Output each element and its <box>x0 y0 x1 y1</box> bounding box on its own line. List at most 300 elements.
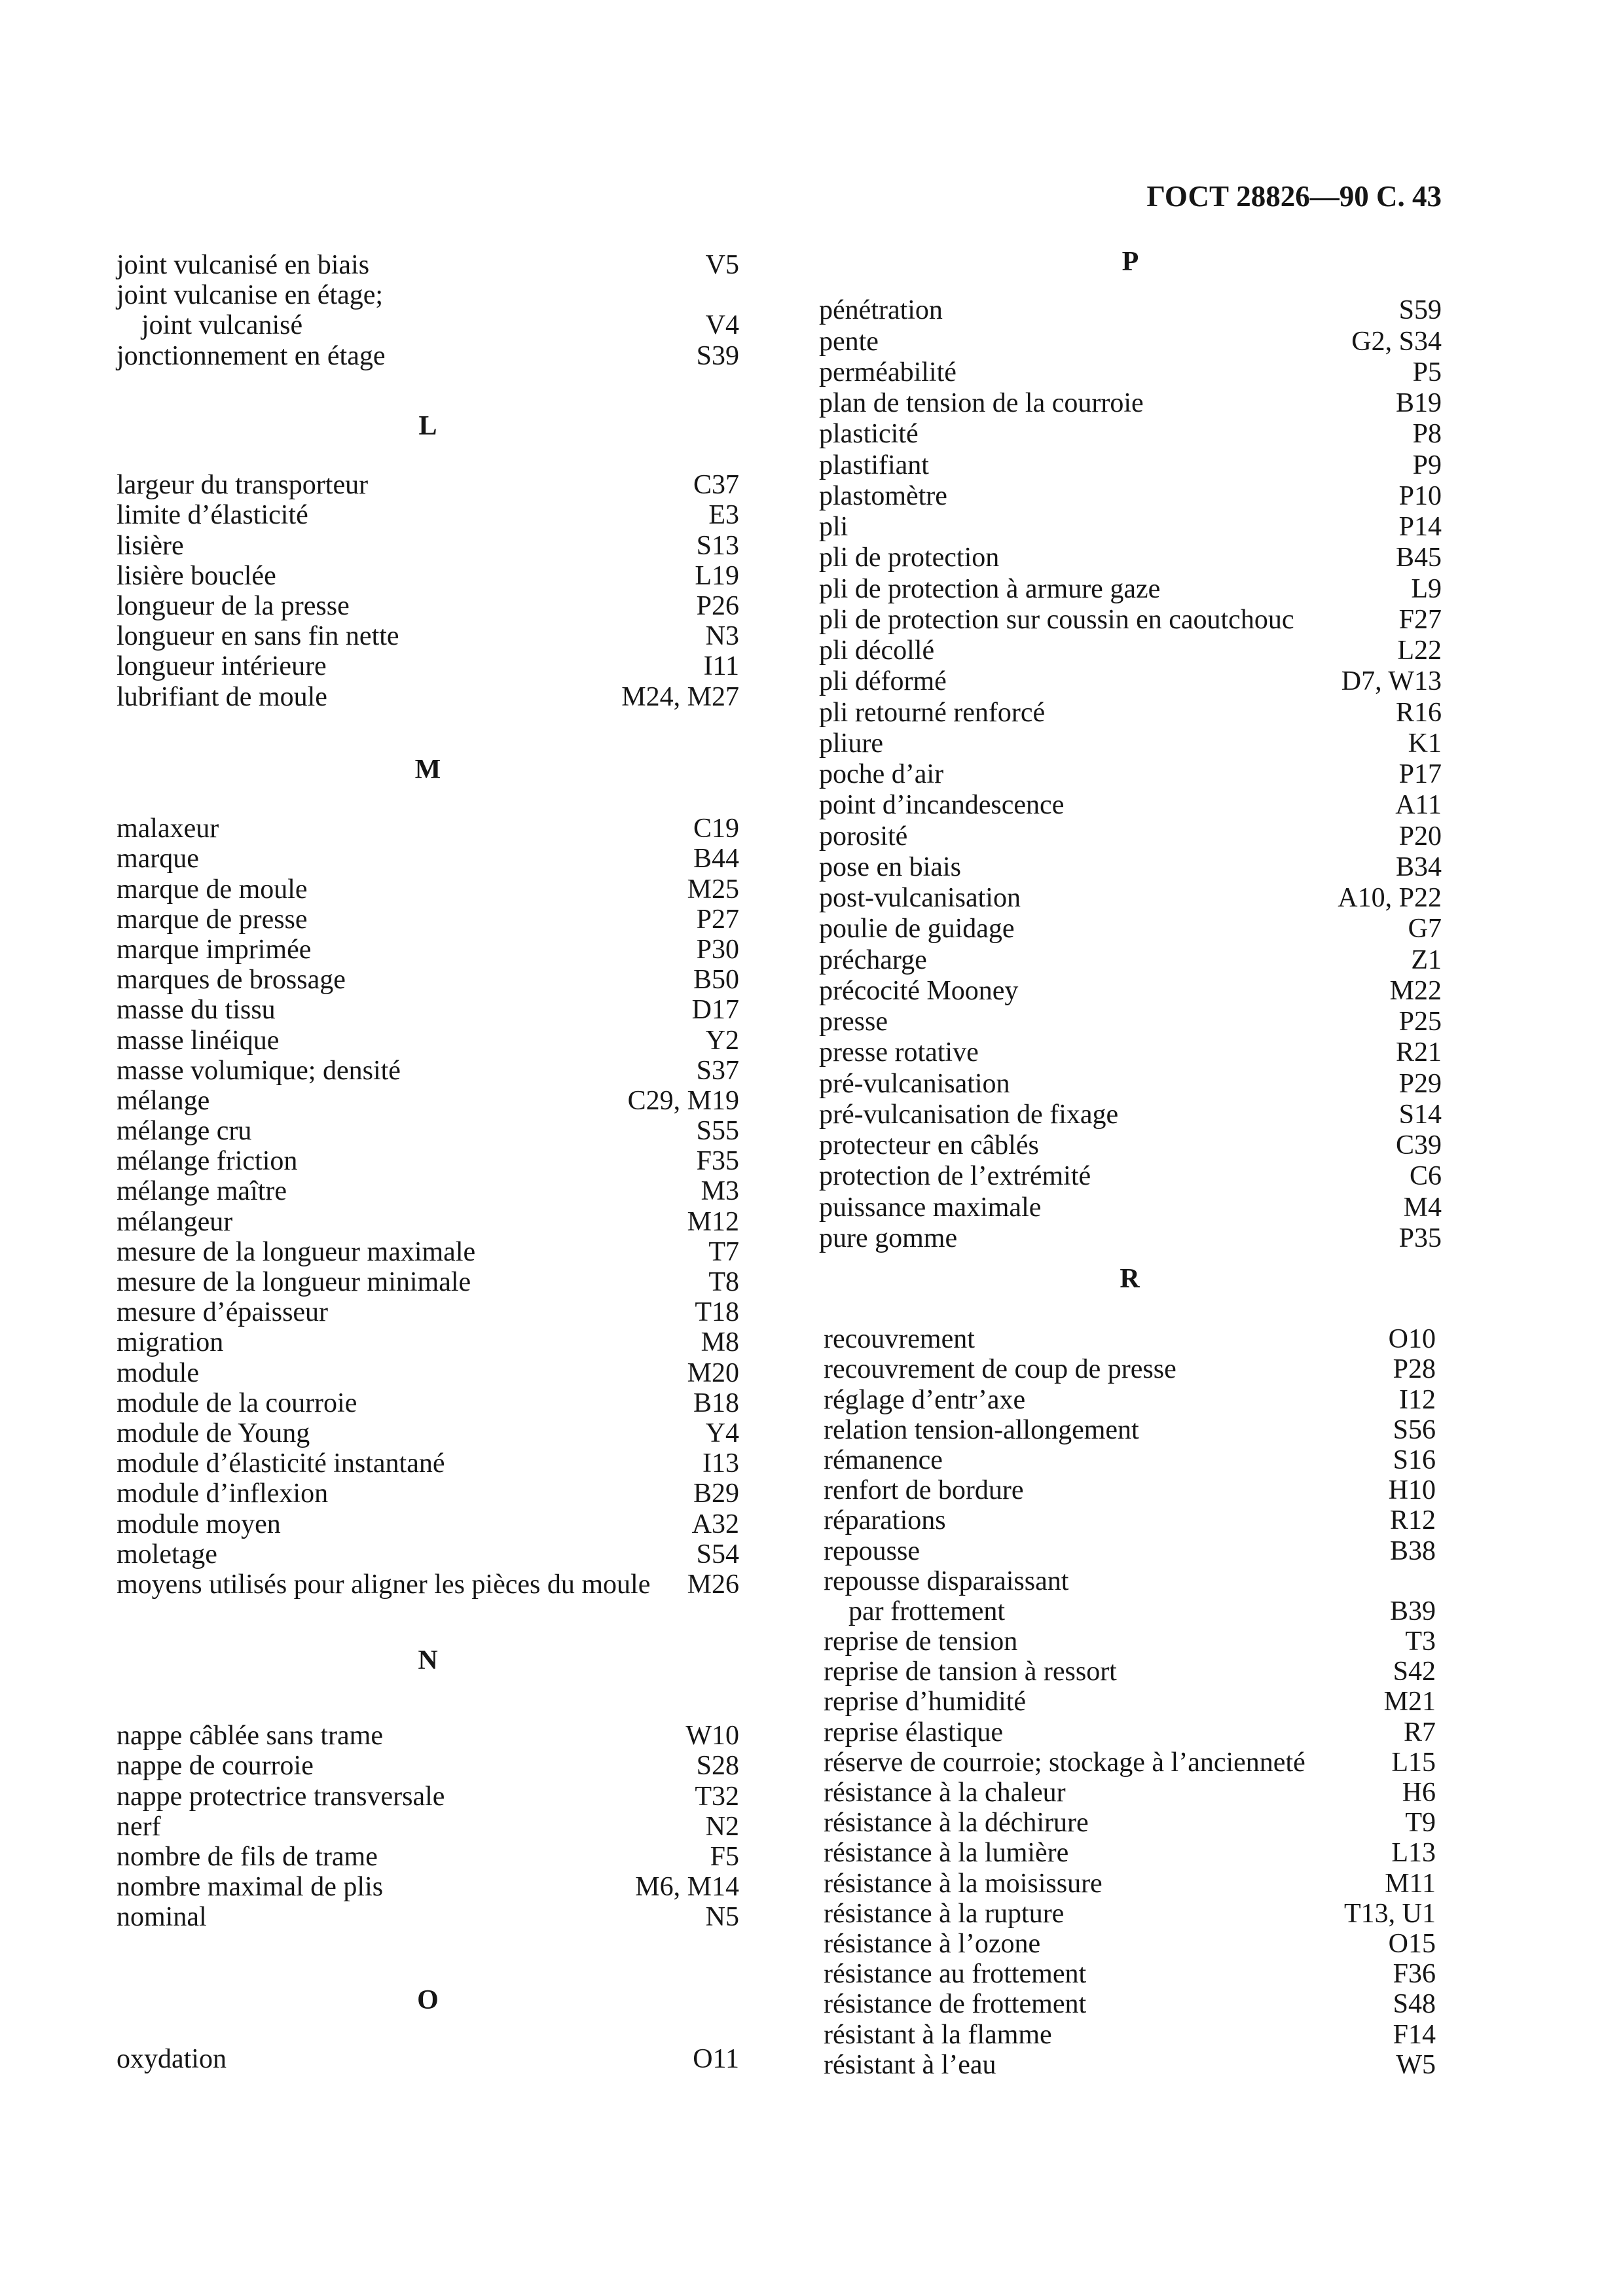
entry-code: P9 <box>1412 450 1442 480</box>
index-entry <box>117 1237 739 1267</box>
entry-term: presse <box>819 1007 888 1037</box>
index-entry <box>819 1007 1442 1037</box>
entry-code: C29, M19 <box>627 1085 739 1116</box>
entry-term: post-vulcanisation <box>819 883 1021 913</box>
index-entry <box>117 1812 739 1842</box>
entry-term: nombre maximal de plis <box>117 1872 384 1903</box>
entry-term: joint vulcanise en étage; <box>117 280 384 311</box>
entry-code: W5 <box>1396 2049 1436 2080</box>
entry-code: P26 <box>696 590 739 621</box>
index-entry <box>117 1327 739 1357</box>
entry-term: repousse disparaissant <box>824 1566 1069 1596</box>
entry-term: repousse <box>824 1535 920 1566</box>
entry-code: M11 <box>1385 1868 1436 1899</box>
index-entry <box>117 814 739 844</box>
index-entry <box>819 759 1442 790</box>
entry-code: M25 <box>687 874 739 905</box>
entry-term: plastifiant <box>819 450 929 480</box>
index-entry <box>117 874 739 905</box>
index-entry <box>819 698 1442 728</box>
index-entry <box>824 1536 1436 1566</box>
entry-term: résistance à la moisissure <box>824 1868 1103 1899</box>
index-column-left <box>117 0 739 2296</box>
entry-code: T32 <box>695 1781 739 1812</box>
entry-term: réparations <box>824 1505 946 1536</box>
entry-code: P10 <box>1398 480 1442 511</box>
entry-code: Y2 <box>705 1025 739 1056</box>
entry-code: Y4 <box>705 1418 739 1448</box>
entry-term: résistance à la rupture <box>824 1898 1065 1929</box>
entry-term: mesure d’épaisseur <box>117 1297 329 1328</box>
entry-code: S48 <box>1393 1989 1436 2020</box>
index-entry <box>824 1566 1436 1596</box>
entry-code: O10 <box>1388 1324 1436 1355</box>
index-entry <box>824 1959 1436 1989</box>
entry-code: B29 <box>693 1479 739 1509</box>
entry-term: masse volumique; densité <box>117 1055 401 1086</box>
index-entry <box>819 914 1442 944</box>
entry-term: résistance à la lumière <box>824 1838 1069 1869</box>
index-entry <box>824 1415 1436 1445</box>
entry-term: longueur en sans fin nette <box>117 621 399 652</box>
section-letter-heading: O <box>417 1985 439 2015</box>
entry-term: poche d’air <box>819 759 944 789</box>
entry-term: marque de presse <box>117 904 308 935</box>
entry-term: oxydation <box>117 2044 227 2075</box>
index-entry <box>117 1721 739 1751</box>
entry-code: F35 <box>696 1146 739 1177</box>
entry-code: S28 <box>696 1751 739 1782</box>
entry-code: B34 <box>1395 852 1442 882</box>
entry-term: perméabilité <box>819 357 957 387</box>
entry-code: T9 <box>1405 1808 1436 1839</box>
section-letter-heading: P <box>1122 247 1139 277</box>
entry-term: limite d’élasticité <box>117 500 308 531</box>
index-entry <box>117 1146 739 1176</box>
entry-term: plastomètre <box>819 480 947 511</box>
index-entry <box>824 1929 1436 1959</box>
entry-code: S54 <box>696 1539 739 1570</box>
entry-code: S13 <box>696 530 739 561</box>
entry-term: largeur du transporteur <box>117 470 369 501</box>
entry-term: migration <box>117 1327 224 1358</box>
index-entry-continuation <box>117 310 739 340</box>
entry-code: M21 <box>1383 1687 1436 1717</box>
index-entry <box>819 357 1442 388</box>
index-entry <box>819 1037 1442 1068</box>
index-entry <box>824 1687 1436 1717</box>
entry-code: M6, M14 <box>635 1872 739 1903</box>
index-entry <box>117 935 739 965</box>
entry-term: masse linéique <box>117 1025 280 1056</box>
index-entry <box>819 1223 1442 1254</box>
entry-term: mélangeur <box>117 1206 233 1237</box>
index-entry <box>117 591 739 621</box>
entry-term: moyens utilisés pour aligner les pièces du moule <box>117 1569 651 1600</box>
index-entry <box>819 481 1442 512</box>
entry-code: F36 <box>1393 1959 1436 1990</box>
index-section-l <box>117 411 739 712</box>
entry-term: lubrifiant de moule <box>117 681 327 712</box>
index-section-continued <box>117 250 739 371</box>
entry-code: F27 <box>1398 604 1442 635</box>
entry-term: jonctionnement en étage <box>117 340 386 371</box>
entry-term: mesure de la longueur maximale <box>117 1236 476 1267</box>
entry-term: lisière bouclée <box>117 560 276 591</box>
entry-term: lisière <box>117 530 184 561</box>
entry-code: P25 <box>1398 1007 1442 1037</box>
index-entry <box>824 1989 1436 2019</box>
index-entry <box>819 605 1442 636</box>
entry-code: L9 <box>1411 573 1442 604</box>
entry-code: S14 <box>1398 1099 1442 1130</box>
entry-term: malaxeur <box>117 814 219 844</box>
entry-code: R16 <box>1395 697 1442 728</box>
index-entry <box>824 1626 1436 1657</box>
entry-term: marque imprimée <box>117 934 312 965</box>
index-entry <box>117 1902 739 1932</box>
index-entry <box>824 1899 1436 1929</box>
index-entry <box>824 2050 1436 2080</box>
index-entry <box>117 1267 739 1297</box>
index-section-p <box>819 247 1442 1254</box>
index-entry <box>117 1448 739 1479</box>
index-entry <box>819 295 1442 326</box>
entry-term-continuation: par frottement <box>848 1596 1006 1626</box>
entry-code: P20 <box>1398 821 1442 852</box>
index-entry <box>819 790 1442 821</box>
entry-code: P17 <box>1398 759 1442 789</box>
entry-term: masse du tissu <box>117 995 276 1026</box>
index-entry <box>117 1418 739 1448</box>
index-entry <box>819 1069 1442 1100</box>
entry-term: longueur de la presse <box>117 590 350 621</box>
index-entry <box>819 883 1442 914</box>
entry-code: P14 <box>1398 512 1442 542</box>
index-entry <box>819 450 1442 481</box>
entry-code: T8 <box>708 1267 739 1297</box>
entry-term: module de la courroie <box>117 1388 357 1418</box>
index-entry <box>819 976 1442 1007</box>
entry-code: B38 <box>1389 1535 1436 1566</box>
entry-code: C39 <box>1395 1130 1442 1160</box>
index-entry <box>819 636 1442 666</box>
entry-code: Z1 <box>1411 944 1442 975</box>
entry-term: relation tension-allongement <box>824 1414 1139 1445</box>
entry-code: P5 <box>1412 357 1442 387</box>
index-section-o <box>117 1985 739 2074</box>
entry-term: pure gomme <box>819 1223 958 1253</box>
entry-code: C37 <box>693 470 739 501</box>
entry-term: réglage d’entr’axe <box>824 1384 1026 1415</box>
entry-term: pli déformé <box>819 666 947 697</box>
entry-code: L15 <box>1391 1747 1436 1778</box>
entry-term: pli de protection <box>819 543 1000 573</box>
index-entry <box>819 574 1442 605</box>
entry-term: reprise de tension <box>824 1626 1018 1657</box>
entry-term: module moyen <box>117 1509 281 1539</box>
entry-code: W10 <box>685 1721 739 1751</box>
entry-code: C19 <box>693 814 739 844</box>
index-entry <box>117 1509 739 1539</box>
section-letter-heading: N <box>418 1645 438 1676</box>
index-entry <box>819 852 1442 883</box>
entry-term: module d’inflexion <box>117 1479 329 1509</box>
index-entry <box>117 341 739 371</box>
index-entry <box>117 250 739 280</box>
entry-code: B44 <box>693 844 739 874</box>
entry-code: M22 <box>1389 975 1442 1006</box>
index-entry <box>824 1657 1436 1687</box>
entry-term: moletage <box>117 1539 217 1570</box>
entry-term: joint vulcanisé en biais <box>117 250 370 280</box>
entry-code: M12 <box>687 1206 739 1237</box>
index-entry <box>117 905 739 935</box>
index-entry <box>824 1385 1436 1415</box>
entry-code: E3 <box>708 500 739 531</box>
entry-term: puissance maximale <box>819 1192 1042 1223</box>
index-entry <box>819 1193 1442 1223</box>
entry-term: précocité Mooney <box>819 975 1019 1006</box>
index-column-right <box>819 0 1442 2296</box>
entry-term: nappe câblée sans trame <box>117 1721 383 1751</box>
entry-term: reprise de tansion à ressort <box>824 1657 1117 1687</box>
entry-term: plasticité <box>819 419 919 450</box>
index-entry <box>824 1869 1436 1899</box>
entry-term: réserve de courroie; stockage à l’ancienneté <box>824 1747 1305 1778</box>
index-entry <box>824 1505 1436 1535</box>
entry-term: résistance à l’ozone <box>824 1928 1041 1959</box>
index-entry <box>117 1872 739 1902</box>
index-entry <box>824 1838 1436 1868</box>
entry-term: module de Young <box>117 1418 310 1448</box>
entry-code: N3 <box>705 621 739 652</box>
entry-code: M20 <box>687 1357 739 1388</box>
entry-term: protection de l’extrémité <box>819 1161 1091 1192</box>
entry-code: V4 <box>705 310 739 341</box>
entry-term: module <box>117 1357 199 1388</box>
index-entry <box>117 1388 739 1418</box>
entry-code: B18 <box>693 1388 739 1418</box>
entry-term: rémanence <box>824 1444 943 1475</box>
index-entry <box>117 1782 739 1812</box>
entry-term: marques de brossage <box>117 965 346 996</box>
index-entry <box>117 561 739 591</box>
entry-code: I12 <box>1399 1384 1436 1415</box>
index-entry <box>117 844 739 874</box>
entry-code: I11 <box>703 651 739 682</box>
entry-code: M8 <box>701 1327 739 1358</box>
entry-code: K1 <box>1408 728 1442 759</box>
entry-code: H6 <box>1402 1778 1436 1808</box>
entry-term: résistance à la déchirure <box>824 1808 1089 1839</box>
index-entry <box>819 543 1442 573</box>
entry-term: résistance au frottement <box>824 1959 1087 1990</box>
index-entry <box>819 419 1442 450</box>
index-entry <box>819 388 1442 419</box>
entry-term: mélange <box>117 1085 210 1116</box>
entry-term: marque de moule <box>117 874 308 905</box>
entry-code: G2, S34 <box>1351 326 1442 357</box>
entry-code: S16 <box>1393 1444 1436 1475</box>
index-section-m <box>117 755 739 1600</box>
entry-code: B45 <box>1395 543 1442 573</box>
page-header-designation: ГОСТ 28826—90 С. 43 <box>1146 180 1442 213</box>
index-section-n <box>117 1645 739 1933</box>
entry-code: M3 <box>701 1176 739 1207</box>
entry-term: renfort de bordure <box>824 1475 1024 1506</box>
index-entry <box>117 1026 739 1056</box>
entry-term: mesure de la longueur minimale <box>117 1267 471 1297</box>
entry-term: mélange maître <box>117 1176 287 1207</box>
entry-code: L22 <box>1397 636 1442 666</box>
index-section-r <box>824 1264 1436 2080</box>
entry-term: pli de protection sur coussin en caoutchouc <box>819 604 1294 635</box>
entry-term: nominal <box>117 1902 207 1933</box>
index-entry <box>117 965 739 995</box>
section-letter-heading: M <box>414 755 441 785</box>
entry-term: pli <box>819 512 848 542</box>
entry-term: pliure <box>819 728 883 759</box>
index-entry <box>117 651 739 681</box>
entry-code: S39 <box>696 340 739 371</box>
index-entry <box>819 821 1442 852</box>
entry-code: P28 <box>1393 1354 1436 1385</box>
entry-term: mélange cru <box>117 1116 252 1147</box>
entry-code: S42 <box>1393 1657 1436 1687</box>
index-entry <box>819 327 1442 357</box>
entry-code: M24, M27 <box>621 681 739 712</box>
entry-code: B19 <box>1395 388 1442 418</box>
entry-term: pré-vulcanisation <box>819 1068 1010 1099</box>
entry-code: T13, U1 <box>1344 1898 1436 1929</box>
entry-term: porosité <box>819 821 908 852</box>
index-entry <box>117 1056 739 1086</box>
entry-term-continuation: joint vulcanisé <box>141 310 303 341</box>
entry-code: P29 <box>1398 1068 1442 1099</box>
index-entry <box>117 1539 739 1570</box>
index-entry <box>824 1445 1436 1475</box>
entry-term: pente <box>819 326 879 357</box>
index-entry <box>824 1324 1436 1354</box>
entry-code: F14 <box>1393 2019 1436 2050</box>
index-entry <box>819 1161 1442 1192</box>
entry-code: L13 <box>1391 1838 1436 1869</box>
entry-code: T7 <box>708 1236 739 1267</box>
section-letter-heading: R <box>1120 1264 1140 1294</box>
entry-term: pré-vulcanisation de fixage <box>819 1099 1119 1130</box>
entry-code: S59 <box>1398 295 1442 326</box>
entry-term: marque <box>117 844 199 874</box>
entry-term: pli décollé <box>819 636 935 666</box>
entry-term: nappe protectrice transversale <box>117 1781 445 1812</box>
index-entry <box>824 1717 1436 1748</box>
entry-code: B39 <box>1389 1596 1436 1626</box>
entry-term: mélange friction <box>117 1146 298 1177</box>
index-entry <box>819 666 1442 697</box>
entry-term: résistance à la chaleur <box>824 1778 1066 1808</box>
entry-code: T3 <box>1405 1626 1436 1657</box>
index-entry-continuation <box>824 1596 1436 1626</box>
index-entry <box>819 512 1442 543</box>
index-entry <box>117 1842 739 1872</box>
entry-code: D7, W13 <box>1341 666 1442 697</box>
entry-code: P27 <box>696 904 739 935</box>
index-entry <box>819 1130 1442 1161</box>
entry-code: A32 <box>691 1509 739 1539</box>
entry-code: P30 <box>696 934 739 965</box>
entry-code: F5 <box>710 1841 739 1872</box>
entry-code: G7 <box>1408 914 1442 944</box>
entry-code: B50 <box>693 965 739 996</box>
entry-code: P8 <box>1412 419 1442 450</box>
index-entry <box>117 1358 739 1388</box>
index-entry <box>819 728 1442 759</box>
entry-code: M26 <box>687 1569 739 1600</box>
entry-code: S56 <box>1393 1414 1436 1445</box>
index-entry <box>117 500 739 530</box>
entry-term: pli retourné renforcé <box>819 697 1046 728</box>
entry-code: H10 <box>1388 1475 1436 1506</box>
index-entry <box>117 531 739 561</box>
index-entry <box>117 1751 739 1781</box>
entry-code: A11 <box>1395 790 1442 821</box>
entry-code: L19 <box>695 560 739 591</box>
index-entry <box>117 682 739 712</box>
entry-term: nerf <box>117 1811 161 1842</box>
entry-code: C6 <box>1409 1161 1442 1192</box>
index-entry <box>117 1116 739 1146</box>
index-entry <box>117 470 739 500</box>
index-entry <box>819 945 1442 976</box>
entry-term: protecteur en câblés <box>819 1130 1039 1160</box>
index-entry <box>824 1808 1436 1838</box>
entry-code: O11 <box>693 2044 739 2075</box>
entry-code: A10, P22 <box>1338 883 1442 913</box>
entry-code: P35 <box>1398 1223 1442 1253</box>
entry-term: reprise élastique <box>824 1717 1004 1748</box>
entry-term: recouvrement de coup de presse <box>824 1354 1176 1385</box>
section-letter-heading: L <box>418 411 437 441</box>
index-entry <box>117 1570 739 1600</box>
index-entry <box>117 280 739 310</box>
entry-term: résistant à l’eau <box>824 2049 996 2080</box>
entry-code: D17 <box>691 995 739 1026</box>
entry-term: pli de protection à armure gaze <box>819 573 1161 604</box>
index-entry <box>824 1748 1436 1778</box>
index-entry <box>117 995 739 1025</box>
entry-term: reprise d’humidité <box>824 1687 1027 1717</box>
index-entry <box>117 1086 739 1116</box>
entry-code: R7 <box>1403 1717 1436 1748</box>
entry-term: résistance de frottement <box>824 1989 1087 2020</box>
entry-code: R12 <box>1389 1505 1436 1536</box>
entry-term: pénétration <box>819 295 943 326</box>
index-entry <box>117 1479 739 1509</box>
index-entry <box>824 1475 1436 1505</box>
entry-code: S37 <box>696 1055 739 1086</box>
entry-term: point d’incandescence <box>819 790 1065 821</box>
index-entry <box>824 1778 1436 1808</box>
index-entry <box>117 621 739 651</box>
entry-term: nombre de fils de trame <box>117 1841 378 1872</box>
entry-term: recouvrement <box>824 1324 975 1355</box>
entry-code: M4 <box>1403 1192 1442 1223</box>
entry-term: nappe de courroie <box>117 1751 314 1782</box>
index-entry <box>824 2020 1436 2050</box>
entry-code: O15 <box>1388 1928 1436 1959</box>
entry-term: module d’élasticité instantané <box>117 1448 445 1479</box>
